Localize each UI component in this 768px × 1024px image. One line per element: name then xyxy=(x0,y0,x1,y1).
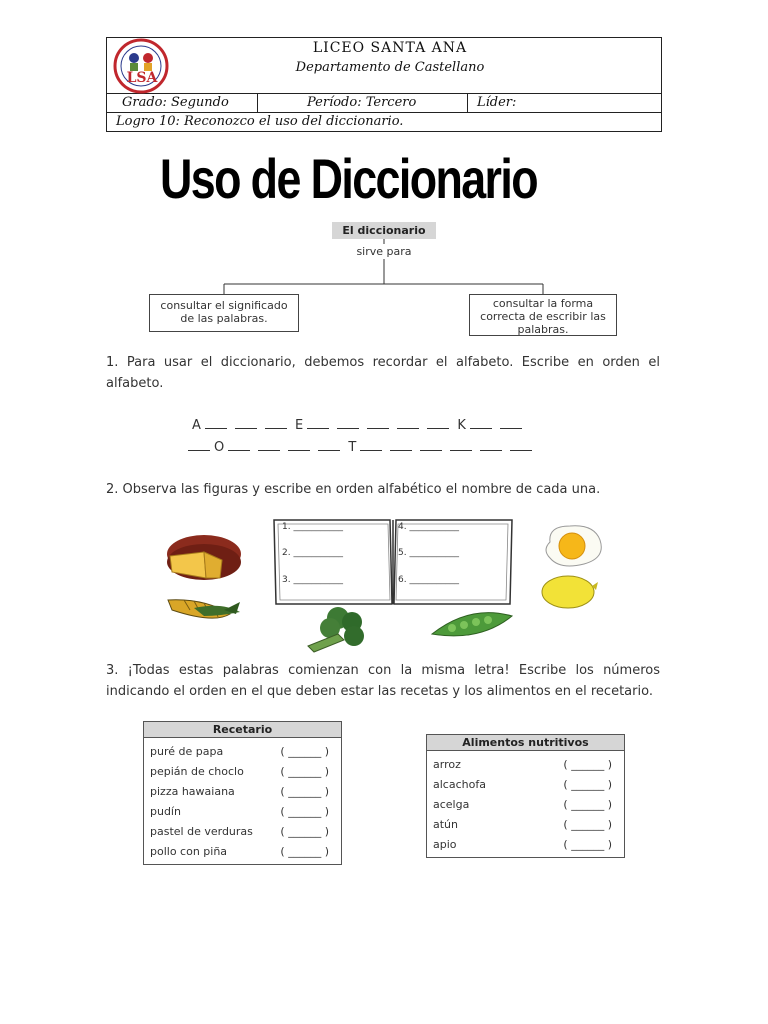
answer-blank[interactable]: ( ______ ) xyxy=(280,785,329,798)
page-title: Uso de Diccionario xyxy=(160,147,537,210)
question-2: 2. Observa las figuras y escribe en orden alfabético el nombre de cada una. xyxy=(106,482,601,497)
question-1: 1. Para usar el diccionario, debemos recordar el alfabeto. Escribe en orden el alfabeto. xyxy=(106,355,660,391)
answer-blank[interactable]: ( ______ ) xyxy=(280,845,329,858)
alimentos-item: arroz xyxy=(433,758,461,771)
alimentos-title: Alimentos nutritivos xyxy=(427,735,624,751)
alimentos-item: apio xyxy=(433,838,457,851)
recetario-row xyxy=(150,842,335,862)
peas-icon xyxy=(430,610,514,640)
alimentos-row xyxy=(433,795,618,815)
recetario-row xyxy=(150,762,335,782)
recetario-item: pepián de choclo xyxy=(150,765,244,778)
answer-blank[interactable]: ( ______ ) xyxy=(563,798,612,811)
alimentos-item: atún xyxy=(433,818,458,831)
alimentos-table xyxy=(426,734,625,858)
diagram-lines xyxy=(0,0,768,300)
recetario-item: pollo con piña xyxy=(150,845,228,858)
diagram-left-box: consultar el significado de las palabras. xyxy=(149,294,299,332)
alimentos-row xyxy=(433,755,618,775)
alphabet-row-1 xyxy=(192,418,526,433)
recetario-title: Recetario xyxy=(144,722,341,738)
alimentos-row xyxy=(433,815,618,835)
question-3: 3. ¡Todas estas palabras comienzan con la misma letra! Escribe los números indicando el orden en el que deben estar las recetas y los alimentos en el recetario. xyxy=(106,663,660,699)
alphabet-cell: K xyxy=(457,418,466,433)
alimentos-row xyxy=(433,835,618,855)
cheese-icon xyxy=(164,532,244,582)
recetario-item: puré de papa xyxy=(150,745,224,758)
diagram-root: El diccionario xyxy=(332,222,436,239)
answer-blank[interactable]: ( ______ ) xyxy=(563,838,612,851)
grade-label: Grado: Segundo xyxy=(122,95,229,110)
corn-icon xyxy=(164,594,244,628)
recetario-row xyxy=(150,742,335,762)
broccoli-icon xyxy=(304,604,378,654)
lemon-icon xyxy=(540,574,600,610)
alphabet-row-2 xyxy=(184,440,536,455)
achievement-label: Logro 10: Reconozco el uso del diccionario. xyxy=(116,114,404,129)
recetario-row xyxy=(150,802,335,822)
alphabet-cell: T xyxy=(348,440,357,455)
book-line: 4. ___________ xyxy=(398,522,459,532)
alimentos-item: alcachofa xyxy=(433,778,486,791)
alimentos-row xyxy=(433,775,618,795)
recetario-row xyxy=(150,822,335,842)
period-label: Período: Tercero xyxy=(307,95,417,110)
answer-blank[interactable]: ( ______ ) xyxy=(280,825,329,838)
answer-blank[interactable]: ( ______ ) xyxy=(280,745,329,758)
department-name: Departamento de Castellano xyxy=(295,60,485,75)
recetario-row xyxy=(150,782,335,802)
logo-letters: LSA xyxy=(126,70,158,86)
alimentos-item: acelga xyxy=(433,798,470,811)
alphabet-cell: O xyxy=(214,440,225,455)
book-line: 3. ___________ xyxy=(282,575,343,585)
answer-blank[interactable]: ( ______ ) xyxy=(563,758,612,771)
recetario-item: pudín xyxy=(150,805,181,818)
alphabet-cell: E xyxy=(295,418,304,433)
alphabet-cell: A xyxy=(192,418,201,433)
answer-blank[interactable]: ( ______ ) xyxy=(563,818,612,831)
answer-blank[interactable]: ( ______ ) xyxy=(280,765,329,778)
book-line: 1. ___________ xyxy=(282,522,343,532)
answer-blank[interactable]: ( ______ ) xyxy=(563,778,612,791)
recetario-item: pizza hawaiana xyxy=(150,785,235,798)
diagram-connector-text: sirve para xyxy=(356,245,412,258)
recetario-item: pastel de verduras xyxy=(150,825,253,838)
leader-label: Líder: xyxy=(477,95,517,110)
egg-icon xyxy=(540,522,606,568)
recetario-table xyxy=(143,721,342,865)
book-line: 2. ___________ xyxy=(282,548,343,558)
book-line: 6. ___________ xyxy=(398,575,459,585)
book-line: 5. ___________ xyxy=(398,548,459,558)
school-name: LICEO SANTA ANA xyxy=(312,40,468,56)
diagram-right-box: consultar la forma correcta de escribir las palabras. xyxy=(469,294,617,336)
answer-blank[interactable]: ( ______ ) xyxy=(280,805,329,818)
